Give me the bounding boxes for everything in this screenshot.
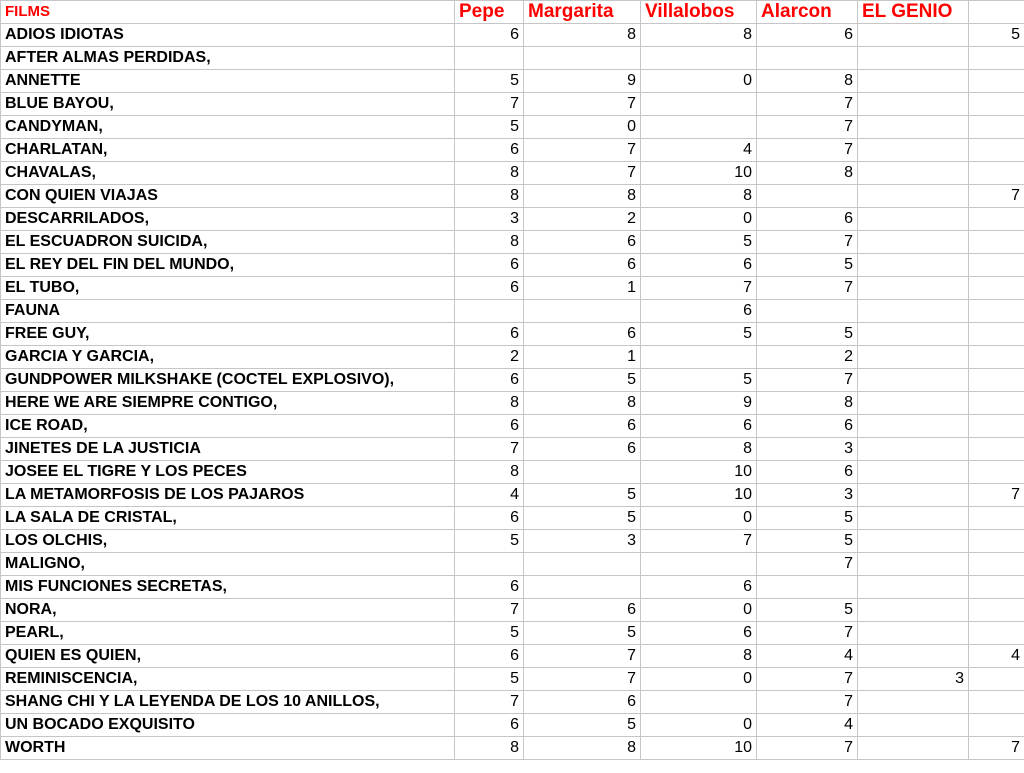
score-cell[interactable]: 7: [641, 530, 757, 553]
score-cell[interactable]: 5: [524, 714, 641, 737]
film-title-cell[interactable]: CON QUIEN VIAJAS: [1, 185, 455, 208]
film-title-cell[interactable]: QUIEN ES QUIEN,: [1, 645, 455, 668]
film-title-cell[interactable]: ANNETTE: [1, 70, 455, 93]
score-cell[interactable]: [858, 47, 969, 70]
score-cell[interactable]: 6: [524, 599, 641, 622]
film-title-cell[interactable]: GARCIA Y GARCIA,: [1, 346, 455, 369]
score-cell[interactable]: [858, 530, 969, 553]
score-cell[interactable]: [969, 507, 1024, 530]
score-cell[interactable]: 6: [455, 369, 524, 392]
score-cell[interactable]: 6: [641, 622, 757, 645]
score-cell[interactable]: 3: [757, 438, 858, 461]
score-cell[interactable]: [969, 553, 1024, 576]
film-title-cell[interactable]: EL REY DEL FIN DEL MUNDO,: [1, 254, 455, 277]
score-cell[interactable]: 7: [969, 737, 1024, 760]
score-cell[interactable]: 6: [455, 714, 524, 737]
score-cell[interactable]: 8: [757, 162, 858, 185]
score-cell[interactable]: [524, 461, 641, 484]
score-cell[interactable]: [969, 369, 1024, 392]
score-cell[interactable]: 5: [969, 24, 1024, 47]
header-critic[interactable]: Villalobos: [641, 1, 757, 24]
score-cell[interactable]: [757, 576, 858, 599]
score-cell[interactable]: 8: [524, 737, 641, 760]
score-cell[interactable]: 8: [641, 24, 757, 47]
score-cell[interactable]: [969, 277, 1024, 300]
score-cell[interactable]: 8: [455, 231, 524, 254]
score-cell[interactable]: [858, 645, 969, 668]
score-cell[interactable]: [858, 139, 969, 162]
film-title-cell[interactable]: EL TUBO,: [1, 277, 455, 300]
film-title-cell[interactable]: ADIOS IDIOTAS: [1, 24, 455, 47]
score-cell[interactable]: 7: [757, 668, 858, 691]
score-cell[interactable]: [641, 93, 757, 116]
score-cell[interactable]: 6: [524, 231, 641, 254]
score-cell[interactable]: 7: [455, 93, 524, 116]
score-cell[interactable]: 7: [455, 691, 524, 714]
score-cell[interactable]: 3: [757, 484, 858, 507]
table-row: [1, 484, 1024, 507]
score-cell[interactable]: 8: [455, 737, 524, 760]
score-cell[interactable]: [969, 162, 1024, 185]
score-cell[interactable]: [969, 300, 1024, 323]
table-row: [1, 208, 1024, 231]
table-row: [1, 576, 1024, 599]
score-cell[interactable]: [969, 691, 1024, 714]
film-title-cell[interactable]: UN BOCADO EXQUISITO: [1, 714, 455, 737]
score-cell[interactable]: [858, 323, 969, 346]
film-title-cell[interactable]: GUNDPOWER MILKSHAKE (COCTEL EXPLOSIVO),: [1, 369, 455, 392]
table-row: [1, 300, 1024, 323]
score-cell[interactable]: 7: [455, 438, 524, 461]
score-cell[interactable]: 10: [641, 162, 757, 185]
film-title-cell[interactable]: SHANG CHI Y LA LEYENDA DE LOS 10 ANILLOS,: [1, 691, 455, 714]
score-cell[interactable]: [858, 714, 969, 737]
table-row: [1, 323, 1024, 346]
table-row: [1, 668, 1024, 691]
score-cell[interactable]: 2: [757, 346, 858, 369]
table-row: [1, 392, 1024, 415]
score-cell[interactable]: 9: [524, 70, 641, 93]
score-cell[interactable]: 7: [455, 599, 524, 622]
score-cell[interactable]: [858, 346, 969, 369]
score-cell[interactable]: 5: [455, 622, 524, 645]
score-cell[interactable]: [969, 208, 1024, 231]
score-cell[interactable]: [969, 254, 1024, 277]
score-cell[interactable]: 4: [969, 645, 1024, 668]
score-cell[interactable]: 5: [641, 231, 757, 254]
score-cell[interactable]: [858, 622, 969, 645]
film-title-cell[interactable]: PEARL,: [1, 622, 455, 645]
score-cell[interactable]: [524, 553, 641, 576]
table-row: [1, 691, 1024, 714]
film-title-cell[interactable]: AFTER ALMAS PERDIDAS,: [1, 47, 455, 70]
score-cell[interactable]: [969, 415, 1024, 438]
header-critic[interactable]: [969, 1, 1024, 24]
score-cell[interactable]: 0: [641, 507, 757, 530]
score-cell[interactable]: 7: [524, 645, 641, 668]
film-title-cell[interactable]: MIS FUNCIONES SECRETAS,: [1, 576, 455, 599]
score-cell[interactable]: 5: [757, 254, 858, 277]
score-cell[interactable]: 7: [524, 162, 641, 185]
score-cell[interactable]: [969, 438, 1024, 461]
table-row: [1, 530, 1024, 553]
header-critic[interactable]: EL GENIO: [858, 1, 969, 24]
header-row: [1, 1, 1024, 24]
table-row: [1, 415, 1024, 438]
score-cell[interactable]: [757, 47, 858, 70]
score-cell[interactable]: [858, 185, 969, 208]
score-cell[interactable]: [858, 231, 969, 254]
score-cell[interactable]: [969, 530, 1024, 553]
table-row: [1, 277, 1024, 300]
score-cell[interactable]: 6: [757, 24, 858, 47]
score-cell[interactable]: 6: [455, 277, 524, 300]
table-row: [1, 254, 1024, 277]
table-row: [1, 346, 1024, 369]
score-cell[interactable]: 7: [757, 231, 858, 254]
score-cell[interactable]: 5: [524, 484, 641, 507]
score-cell[interactable]: [858, 208, 969, 231]
table-row: [1, 70, 1024, 93]
score-cell[interactable]: 7: [757, 277, 858, 300]
score-cell[interactable]: [455, 300, 524, 323]
score-cell[interactable]: 8: [455, 461, 524, 484]
score-cell[interactable]: 1: [524, 346, 641, 369]
score-cell[interactable]: 0: [641, 70, 757, 93]
score-cell[interactable]: 6: [641, 415, 757, 438]
score-cell[interactable]: 7: [524, 668, 641, 691]
score-cell[interactable]: [641, 691, 757, 714]
table-row: [1, 507, 1024, 530]
table-row: [1, 162, 1024, 185]
score-cell[interactable]: 1: [524, 277, 641, 300]
film-title-cell[interactable]: FREE GUY,: [1, 323, 455, 346]
score-cell[interactable]: [858, 300, 969, 323]
score-cell[interactable]: 8: [455, 392, 524, 415]
score-cell[interactable]: 8: [524, 24, 641, 47]
table-row: [1, 231, 1024, 254]
score-cell[interactable]: 6: [455, 139, 524, 162]
score-cell[interactable]: [858, 576, 969, 599]
score-cell[interactable]: 7: [757, 737, 858, 760]
score-cell[interactable]: [969, 668, 1024, 691]
film-title-cell[interactable]: LOS OLCHIS,: [1, 530, 455, 553]
table-row: [1, 139, 1024, 162]
score-cell[interactable]: 8: [641, 185, 757, 208]
score-cell[interactable]: 0: [641, 208, 757, 231]
score-cell[interactable]: 8: [524, 392, 641, 415]
film-title-cell[interactable]: CHAVALAS,: [1, 162, 455, 185]
score-cell[interactable]: 7: [757, 691, 858, 714]
score-cell[interactable]: [969, 231, 1024, 254]
table-row: [1, 24, 1024, 47]
score-cell[interactable]: [757, 185, 858, 208]
table-row: [1, 599, 1024, 622]
header-critic[interactable]: Alarcon: [757, 1, 858, 24]
score-cell[interactable]: [641, 553, 757, 576]
header-critic[interactable]: Pepe: [455, 1, 524, 24]
score-cell[interactable]: [858, 24, 969, 47]
score-cell[interactable]: 2: [455, 346, 524, 369]
score-cell[interactable]: 2: [524, 208, 641, 231]
table-row: [1, 737, 1024, 760]
score-cell[interactable]: 8: [524, 185, 641, 208]
score-cell[interactable]: [969, 346, 1024, 369]
score-cell[interactable]: [757, 300, 858, 323]
table-row: [1, 622, 1024, 645]
score-cell[interactable]: [969, 392, 1024, 415]
score-cell[interactable]: [858, 162, 969, 185]
score-cell[interactable]: [858, 507, 969, 530]
score-cell[interactable]: 3: [858, 668, 969, 691]
score-cell[interactable]: 0: [641, 714, 757, 737]
score-cell[interactable]: 10: [641, 484, 757, 507]
score-cell[interactable]: [455, 553, 524, 576]
film-title-cell[interactable]: NORA,: [1, 599, 455, 622]
film-title-cell[interactable]: JOSEE EL TIGRE Y LOS PECES: [1, 461, 455, 484]
score-cell[interactable]: [455, 47, 524, 70]
score-cell[interactable]: 6: [757, 208, 858, 231]
score-cell[interactable]: 6: [757, 461, 858, 484]
score-cell[interactable]: 7: [641, 277, 757, 300]
score-cell[interactable]: 8: [641, 645, 757, 668]
score-cell[interactable]: [858, 415, 969, 438]
score-cell[interactable]: [858, 461, 969, 484]
score-cell[interactable]: 7: [524, 93, 641, 116]
score-cell[interactable]: [858, 553, 969, 576]
score-cell[interactable]: [969, 70, 1024, 93]
table-row: [1, 369, 1024, 392]
score-cell[interactable]: [524, 300, 641, 323]
score-cell[interactable]: 0: [641, 599, 757, 622]
score-cell[interactable]: [969, 461, 1024, 484]
score-cell[interactable]: [969, 323, 1024, 346]
score-cell[interactable]: 6: [641, 300, 757, 323]
score-cell[interactable]: 4: [757, 645, 858, 668]
score-cell[interactable]: 7: [757, 139, 858, 162]
score-cell[interactable]: 8: [455, 185, 524, 208]
table-row: [1, 47, 1024, 70]
table-row: [1, 645, 1024, 668]
score-cell[interactable]: 7: [757, 553, 858, 576]
table-row: [1, 553, 1024, 576]
table-row: [1, 93, 1024, 116]
table-row: [1, 116, 1024, 139]
score-cell[interactable]: 6: [455, 507, 524, 530]
score-cell[interactable]: [969, 47, 1024, 70]
score-cell[interactable]: [858, 116, 969, 139]
score-cell[interactable]: 5: [641, 369, 757, 392]
score-cell[interactable]: [858, 70, 969, 93]
score-cell[interactable]: 5: [455, 70, 524, 93]
score-cell[interactable]: [969, 139, 1024, 162]
score-cell[interactable]: [858, 438, 969, 461]
score-cell[interactable]: 0: [524, 116, 641, 139]
table-row: [1, 714, 1024, 737]
film-title-cell[interactable]: LA METAMORFOSIS DE LOS PAJAROS: [1, 484, 455, 507]
score-cell[interactable]: 10: [641, 461, 757, 484]
score-cell[interactable]: 4: [641, 139, 757, 162]
score-cell[interactable]: 5: [757, 323, 858, 346]
score-cell[interactable]: 5: [524, 507, 641, 530]
score-cell[interactable]: 7: [757, 93, 858, 116]
film-title-cell[interactable]: FAUNA: [1, 300, 455, 323]
score-cell[interactable]: [969, 93, 1024, 116]
score-cell[interactable]: 5: [455, 116, 524, 139]
score-cell[interactable]: 8: [757, 392, 858, 415]
score-cell[interactable]: 7: [757, 369, 858, 392]
score-cell[interactable]: 6: [524, 254, 641, 277]
score-cell[interactable]: 6: [524, 438, 641, 461]
score-cell[interactable]: 5: [641, 323, 757, 346]
film-title-cell[interactable]: DESCARRILADOS,: [1, 208, 455, 231]
film-title-cell[interactable]: MALIGNO,: [1, 553, 455, 576]
score-cell[interactable]: 4: [757, 714, 858, 737]
table-row: [1, 185, 1024, 208]
score-cell[interactable]: 10: [641, 737, 757, 760]
score-cell[interactable]: 7: [757, 622, 858, 645]
score-cell[interactable]: [524, 576, 641, 599]
score-cell[interactable]: [641, 116, 757, 139]
score-cell[interactable]: [858, 691, 969, 714]
score-cell[interactable]: 6: [455, 576, 524, 599]
film-title-cell[interactable]: EL ESCUADRON SUICIDA,: [1, 231, 455, 254]
score-cell[interactable]: 3: [524, 530, 641, 553]
film-title-cell[interactable]: CANDYMAN,: [1, 116, 455, 139]
film-title-cell[interactable]: LA SALA DE CRISTAL,: [1, 507, 455, 530]
film-title-cell[interactable]: JINETES DE LA JUSTICIA: [1, 438, 455, 461]
score-cell[interactable]: 8: [641, 438, 757, 461]
score-cell[interactable]: [641, 346, 757, 369]
score-cell[interactable]: 4: [455, 484, 524, 507]
score-cell[interactable]: [641, 47, 757, 70]
score-cell[interactable]: 6: [455, 254, 524, 277]
score-cell[interactable]: 7: [969, 185, 1024, 208]
header-critic[interactable]: Margarita: [524, 1, 641, 24]
score-cell[interactable]: [524, 47, 641, 70]
score-cell[interactable]: 7: [524, 139, 641, 162]
film-title-cell[interactable]: ICE ROAD,: [1, 415, 455, 438]
score-cell[interactable]: [858, 369, 969, 392]
score-cell[interactable]: 5: [757, 530, 858, 553]
score-cell[interactable]: 7: [757, 116, 858, 139]
header-films[interactable]: FILMS: [1, 1, 455, 24]
score-cell[interactable]: [858, 277, 969, 300]
score-cell[interactable]: [969, 622, 1024, 645]
score-cell[interactable]: 6: [455, 24, 524, 47]
score-cell[interactable]: 5: [757, 599, 858, 622]
score-cell[interactable]: 6: [524, 323, 641, 346]
score-cell[interactable]: 5: [455, 530, 524, 553]
film-title-cell[interactable]: BLUE BAYOU,: [1, 93, 455, 116]
score-cell[interactable]: 5: [455, 668, 524, 691]
score-cell[interactable]: [858, 484, 969, 507]
table-row: [1, 461, 1024, 484]
score-cell[interactable]: 6: [455, 415, 524, 438]
score-cell[interactable]: 5: [524, 622, 641, 645]
score-cell[interactable]: [858, 599, 969, 622]
score-cell[interactable]: 3: [455, 208, 524, 231]
score-cell[interactable]: 6: [641, 254, 757, 277]
score-cell[interactable]: 6: [524, 415, 641, 438]
score-cell[interactable]: 8: [455, 162, 524, 185]
score-cell[interactable]: [969, 714, 1024, 737]
score-cell[interactable]: 0: [641, 668, 757, 691]
score-cell[interactable]: 8: [757, 70, 858, 93]
score-cell[interactable]: 6: [641, 576, 757, 599]
score-cell[interactable]: 6: [455, 323, 524, 346]
score-cell[interactable]: 9: [641, 392, 757, 415]
score-cell[interactable]: [969, 599, 1024, 622]
score-cell[interactable]: [969, 576, 1024, 599]
film-title-cell[interactable]: WORTH: [1, 737, 455, 760]
score-cell[interactable]: 5: [524, 369, 641, 392]
film-title-cell[interactable]: HERE WE ARE SIEMPRE CONTIGO,: [1, 392, 455, 415]
score-cell[interactable]: 5: [757, 507, 858, 530]
score-cell[interactable]: 6: [455, 645, 524, 668]
film-title-cell[interactable]: CHARLATAN,: [1, 139, 455, 162]
score-cell[interactable]: [858, 93, 969, 116]
score-cell[interactable]: [858, 737, 969, 760]
film-title-cell[interactable]: REMINISCENCIA,: [1, 668, 455, 691]
score-cell[interactable]: 6: [524, 691, 641, 714]
score-cell[interactable]: 7: [969, 484, 1024, 507]
score-cell[interactable]: [969, 116, 1024, 139]
score-cell[interactable]: [858, 254, 969, 277]
score-cell[interactable]: [858, 392, 969, 415]
table-row: [1, 438, 1024, 461]
score-cell[interactable]: 6: [757, 415, 858, 438]
